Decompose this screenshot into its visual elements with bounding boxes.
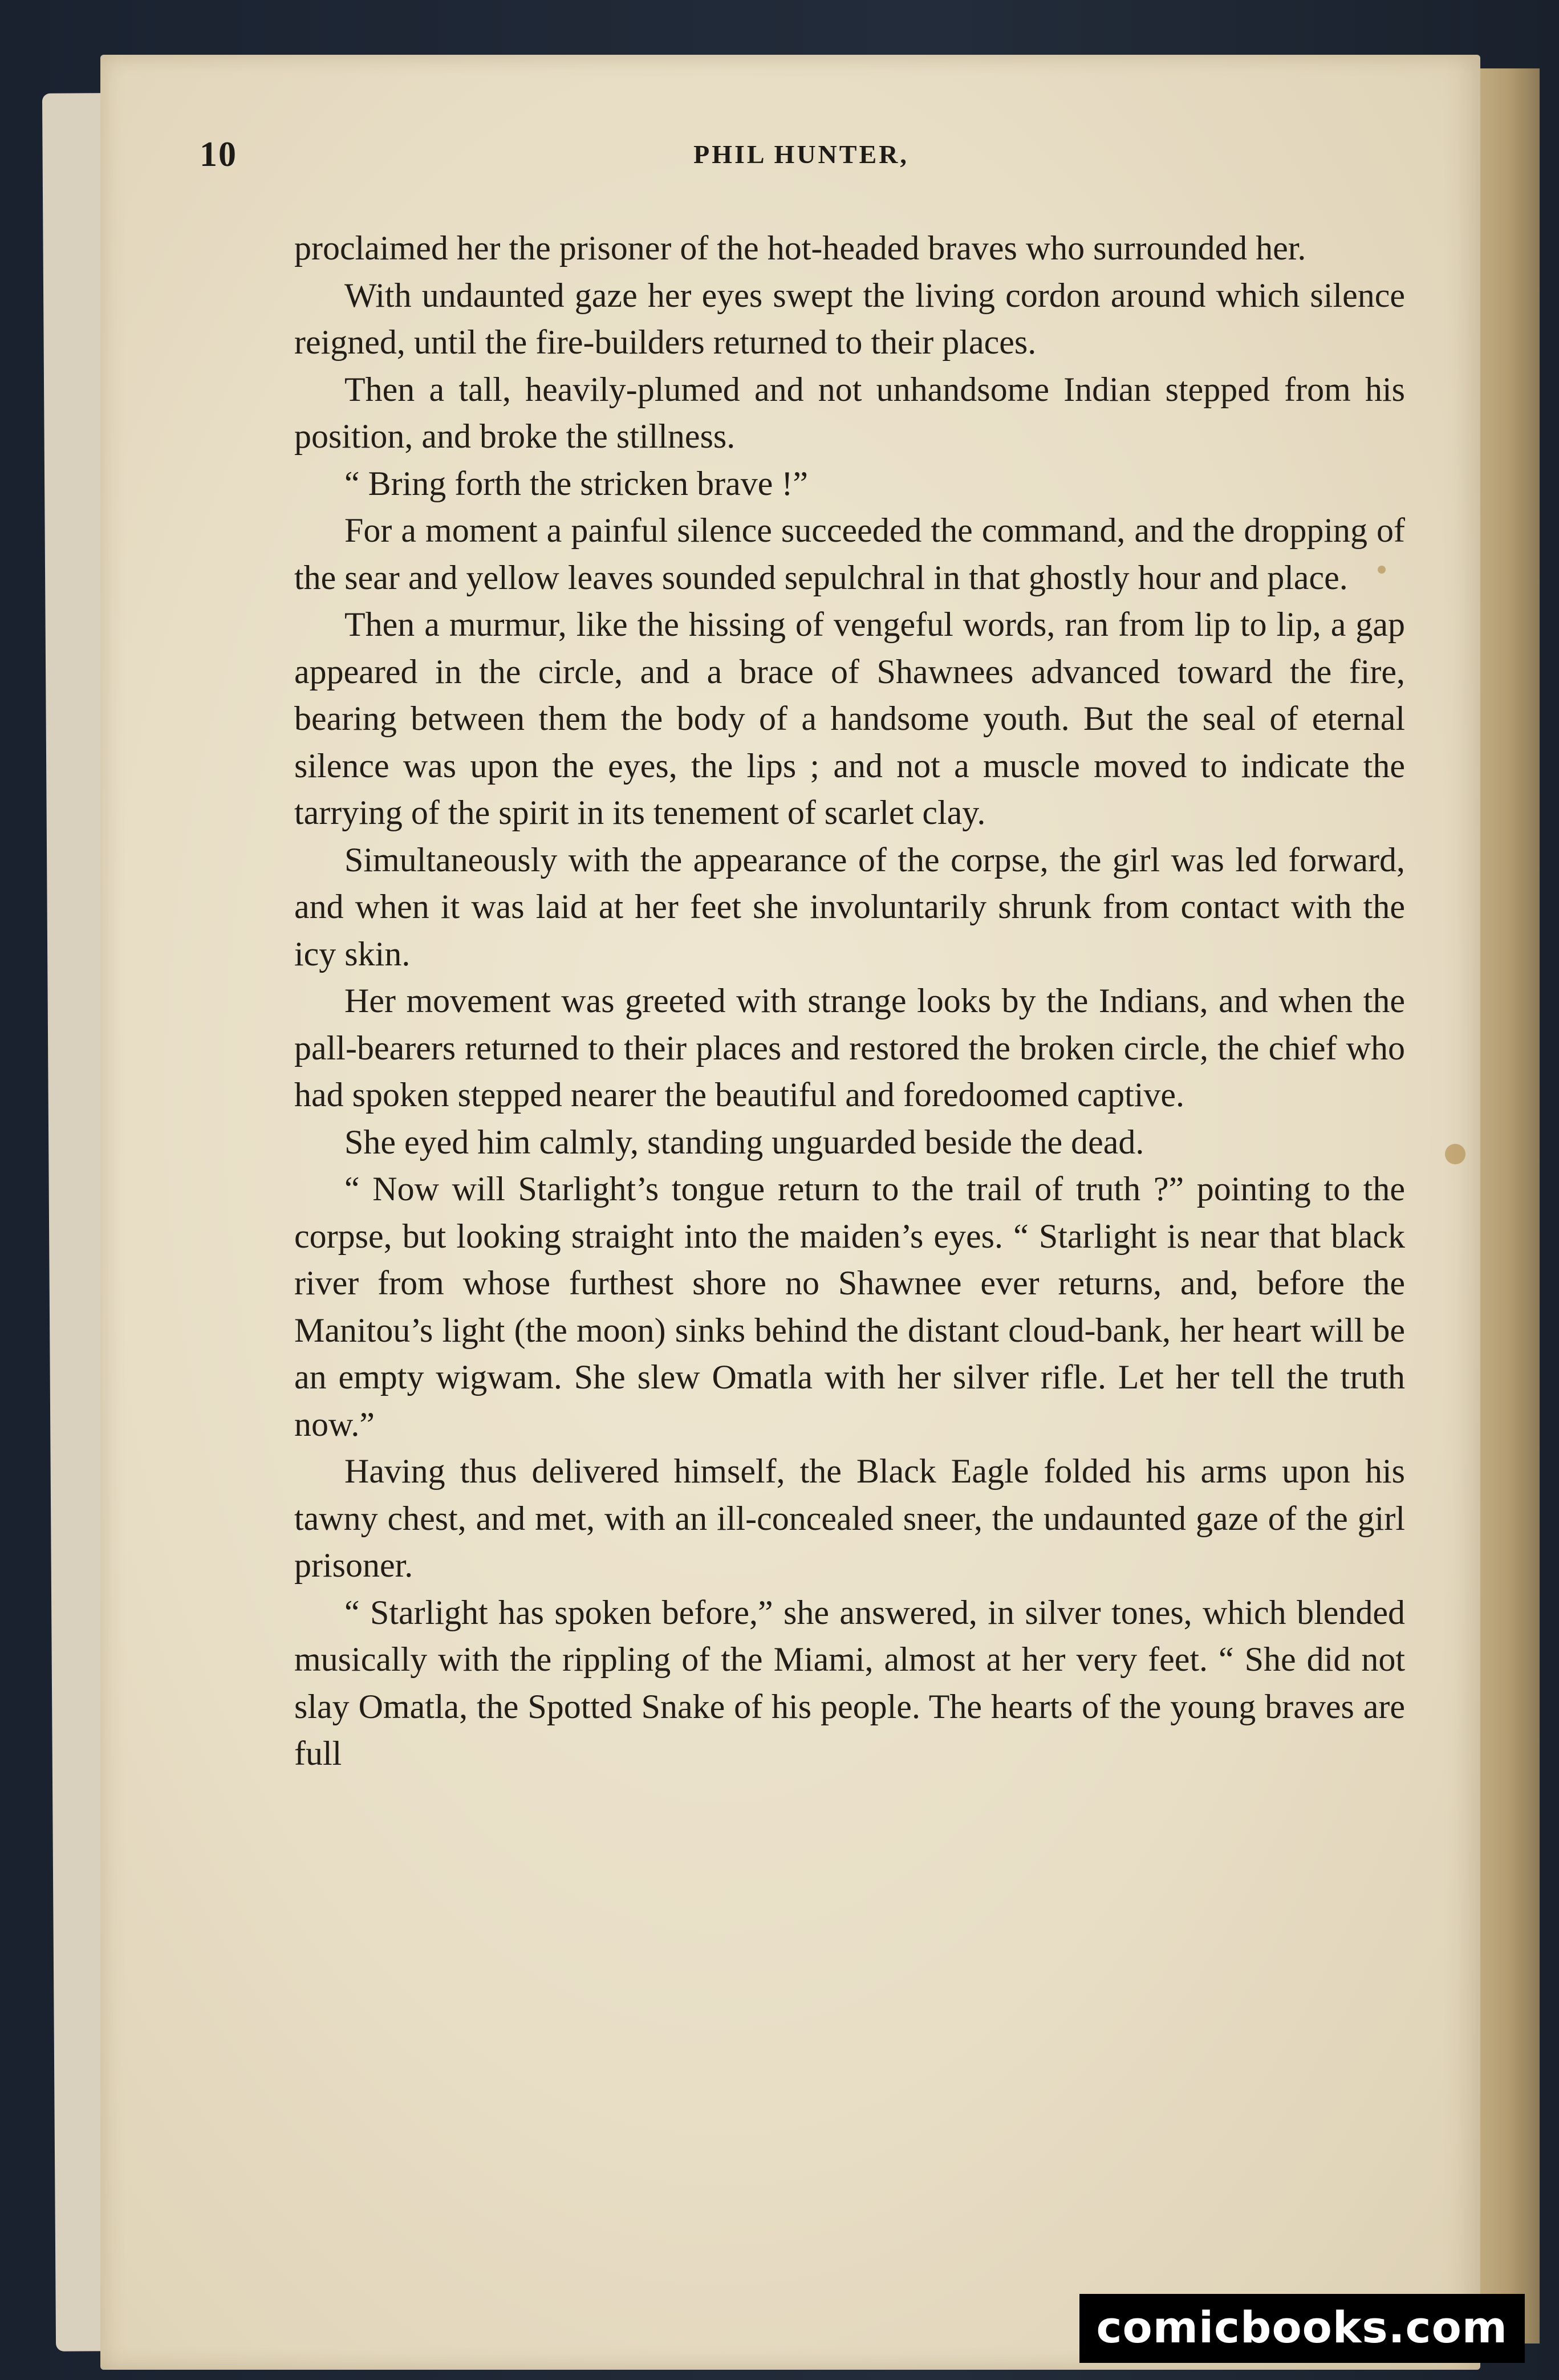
running-head: PHIL HUNTER, bbox=[693, 140, 909, 169]
paragraph: proclaimed her the prisoner of the hot-headed braves who surrounded her. bbox=[294, 229, 1306, 267]
paragraph: Then a tall, heavily-plumed and not unhandsome Indian stepped from his position, and broke the stillness. bbox=[294, 370, 1405, 455]
paragraph: With undaunted gaze her eyes swept the living cordon around which silence reigned, until the fire-builders returned to their places. bbox=[294, 276, 1405, 361]
watermark-label: comicbooks.com bbox=[1079, 2294, 1525, 2363]
paragraph: “ Bring forth the stricken brave !” bbox=[344, 464, 809, 502]
page-header bbox=[200, 135, 1403, 186]
paragraph: Simultaneously with the appearance of the corpse, the girl was led forward, and when it was laid at her feet she involuntarily shrunk from contact with the icy skin. bbox=[294, 840, 1405, 973]
ink-stain bbox=[1445, 1144, 1465, 1164]
paragraph: Then a murmur, like the hissing of vengeful words, ran from lip to lip, a gap appeared in the circle, and a brace of Shawnees advanced toward the fire, bearing between them the body of a handsome youth. But the seal of eternal silence was upon the eyes, the lips ; and not a muscle moved to indicate the tarrying of the spirit in its tenement of scarlet clay. bbox=[294, 606, 1405, 831]
paragraph: She eyed him calmly, standing unguarded beside the dead. bbox=[344, 1123, 1144, 1161]
page-number: 10 bbox=[200, 135, 237, 174]
body-text bbox=[294, 225, 1405, 1777]
paragraph: For a moment a painful silence succeeded the command, and the dropping of the sear and yellow leaves sounded sepulchral in that ghostly hour and place. bbox=[294, 511, 1405, 596]
paragraph: “ Starlight has spoken before,” she answered, in silver tones, which blended musically with the rippling of the Miami, almost at her very feet. “ She did not slay Omatla, the Spotted Snake of his people. The hearts of the young braves are full bbox=[294, 1593, 1405, 1772]
paragraph: “ Now will Starlight’s tongue return to the trail of truth ?” pointing to the corpse, but looking straight into the maiden’s eyes. “ Starlight is near that black river from whose furthest shore no Shawnee ever returns, and, before the Manitou’s light (the moon) sinks behind the distant cloud-bank, her heart will be an empty wigwam. She slew Omatla with her silver rifle. Let her tell the truth now.” bbox=[294, 1170, 1405, 1443]
paragraph: Having thus delivered himself, the Black Eagle folded his arms upon his tawny chest, and met, with an ill-concealed sneer, the undaunted gaze of the girl prisoner. bbox=[294, 1452, 1405, 1584]
paragraph: Her movement was greeted with strange looks by the Indians, and when the pall-bearers returned to their places and restored the broken circle, the chief who had spoken stepped nearer the beautiful and foredoomed captive. bbox=[294, 982, 1405, 1114]
